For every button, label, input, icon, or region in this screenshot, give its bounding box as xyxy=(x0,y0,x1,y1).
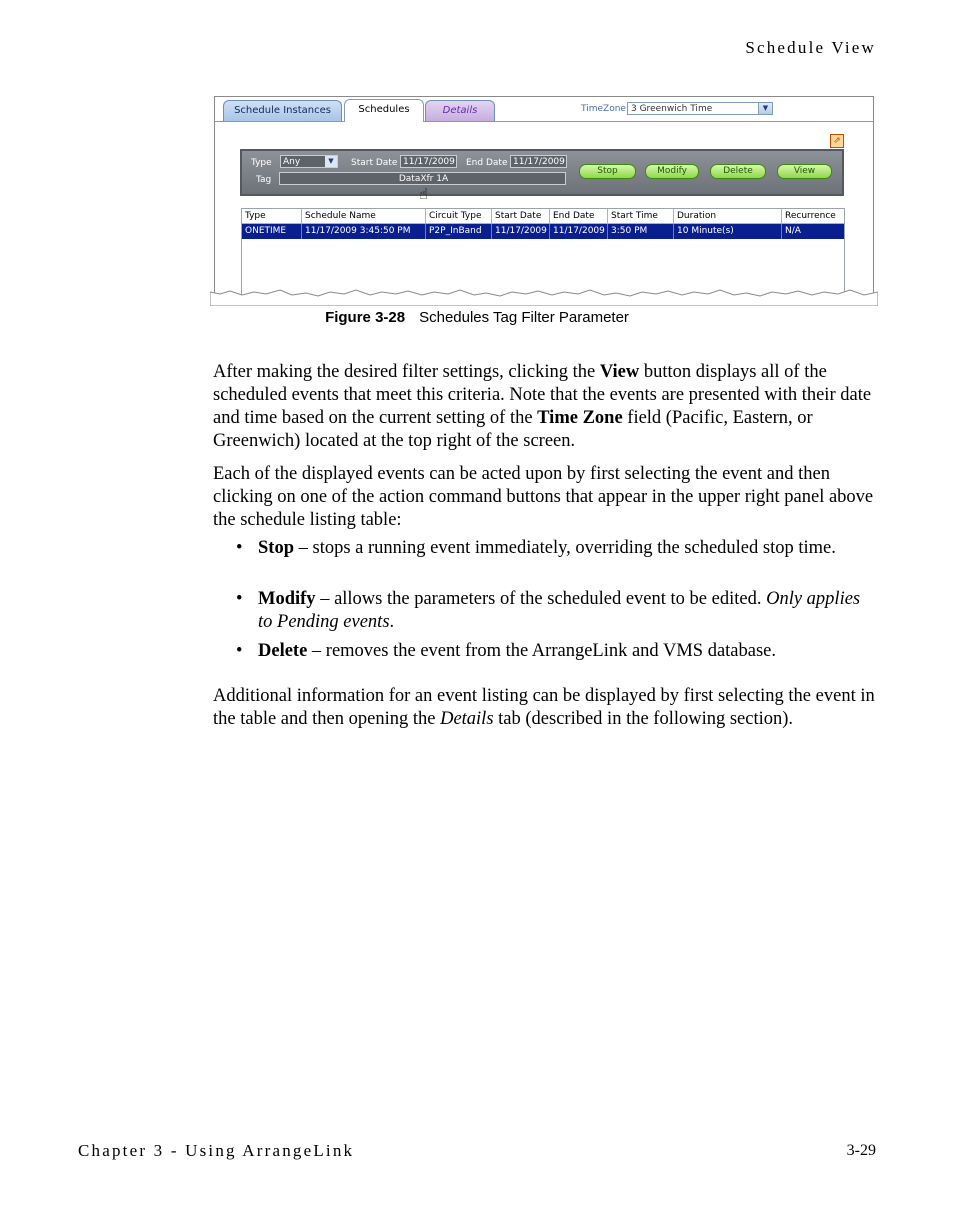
bullet-icon: • xyxy=(236,641,243,661)
tab-details[interactable]: Details xyxy=(425,100,495,121)
end-date-field[interactable]: 11/17/2009 xyxy=(510,155,567,168)
running-head: Schedule View xyxy=(745,38,876,57)
italic-note: Only applies to Pending events xyxy=(258,589,861,632)
text-run: button displays all of the scheduled events that meet this criteria. Note that the events are presented with their date and time based on the current setting of the xyxy=(213,362,872,428)
modify-button[interactable]: Modify xyxy=(645,164,699,179)
term-view: View xyxy=(599,362,640,382)
column-header-start-date[interactable]: Start Date xyxy=(492,209,550,224)
bullet-icon: • xyxy=(236,538,243,558)
figure-title: Schedules Tag Filter Parameter xyxy=(419,309,629,326)
start-date-field[interactable]: 11/17/2009 xyxy=(400,155,457,168)
screenshot-figure xyxy=(214,96,874,301)
text-run: tab (described in the following section). xyxy=(493,709,794,729)
export-icon[interactable]: ⇗ xyxy=(830,134,844,148)
tag-label: Tag xyxy=(256,175,272,185)
chevron-down-icon[interactable]: ▼ xyxy=(758,103,772,114)
stop-button[interactable]: Stop xyxy=(579,164,636,179)
term-delete: Delete xyxy=(258,641,308,661)
table-cell[interactable]: 11/17/2009 3:45:50 PM xyxy=(302,224,426,239)
timezone-value: 3 Greenwich Time xyxy=(631,104,713,114)
term-details: Details xyxy=(440,709,494,729)
term-stop: Stop xyxy=(258,538,294,558)
type-label: Type xyxy=(251,158,272,168)
figure-number: Figure 3-28 xyxy=(325,309,406,326)
chevron-down-icon[interactable]: ▼ xyxy=(325,156,337,167)
hand-cursor-icon: ☝ xyxy=(419,185,429,203)
tab-schedules[interactable]: Schedules xyxy=(344,99,424,122)
table-cell[interactable]: 3:50 PM xyxy=(608,224,674,239)
start-date-label: Start Date xyxy=(351,158,398,168)
torn-edge xyxy=(210,286,878,306)
column-header-recurrence[interactable]: Recurrence xyxy=(782,209,844,224)
delete-button[interactable]: Delete xyxy=(710,164,766,179)
paragraph-actions xyxy=(213,463,877,532)
text-run: field (Pacific, Eastern, or Greenwich) located at the top right of the screen. xyxy=(213,408,813,451)
footer-chapter: Chapter 3 - Using ArrangeLink xyxy=(78,1141,355,1160)
tab-bar xyxy=(215,97,873,122)
column-header-end-date[interactable]: End Date xyxy=(550,209,608,224)
timezone-select[interactable] xyxy=(627,102,773,115)
bullet-icon: • xyxy=(236,589,243,609)
text-run: Additional information for an event listing can be displayed by first selecting the event in the table and then opening the xyxy=(213,686,875,729)
column-header-start-time[interactable]: Start Time xyxy=(608,209,674,224)
type-select[interactable] xyxy=(280,155,338,168)
table-cell[interactable]: 10 Minute(s) xyxy=(674,224,782,239)
end-date-label: End Date xyxy=(466,158,508,168)
text-run: . xyxy=(389,612,395,632)
timezone-label: TimeZone xyxy=(581,104,626,114)
text-run: After making the desired filter settings, clicking the xyxy=(213,362,600,382)
filter-panel xyxy=(240,149,844,196)
tag-field[interactable]: DataXfr 1A xyxy=(279,172,566,185)
term-time-zone: Time Zone xyxy=(537,408,623,428)
table-cell[interactable]: ONETIME xyxy=(242,224,302,239)
column-header-schedule-name[interactable]: Schedule Name xyxy=(302,209,426,224)
text-run: Each of the displayed events can be acted upon by first selecting the event and then clicking on one of the action command buttons that appear in the upper right panel above the schedule listing table: xyxy=(213,464,874,530)
text-run: – allows the parameters of the scheduled event to be edited. xyxy=(315,589,767,609)
term-modify: Modify xyxy=(258,589,316,609)
table-cell[interactable]: 11/17/2009 xyxy=(550,224,608,239)
table-cell[interactable]: P2P_InBand xyxy=(426,224,492,239)
text-run: – removes the event from the ArrangeLink and VMS database. xyxy=(307,641,777,661)
page-number: 3-29 xyxy=(846,1142,876,1159)
table-cell[interactable]: N/A xyxy=(782,224,844,239)
column-header-circuit-type[interactable]: Circuit Type xyxy=(426,209,492,224)
type-value: Any xyxy=(283,157,301,167)
tab-schedule-instances[interactable]: Schedule Instances xyxy=(223,100,342,121)
paragraph-view-filter xyxy=(213,361,877,453)
figure-caption xyxy=(0,309,954,326)
text-run: – stops a running event immediately, overriding the scheduled stop time. xyxy=(294,538,836,558)
paragraph-details xyxy=(213,685,877,731)
column-header-type[interactable]: Type xyxy=(242,209,302,224)
column-header-duration[interactable]: Duration xyxy=(674,209,782,224)
view-button[interactable]: View xyxy=(777,164,832,179)
table-cell[interactable]: 11/17/2009 xyxy=(492,224,550,239)
